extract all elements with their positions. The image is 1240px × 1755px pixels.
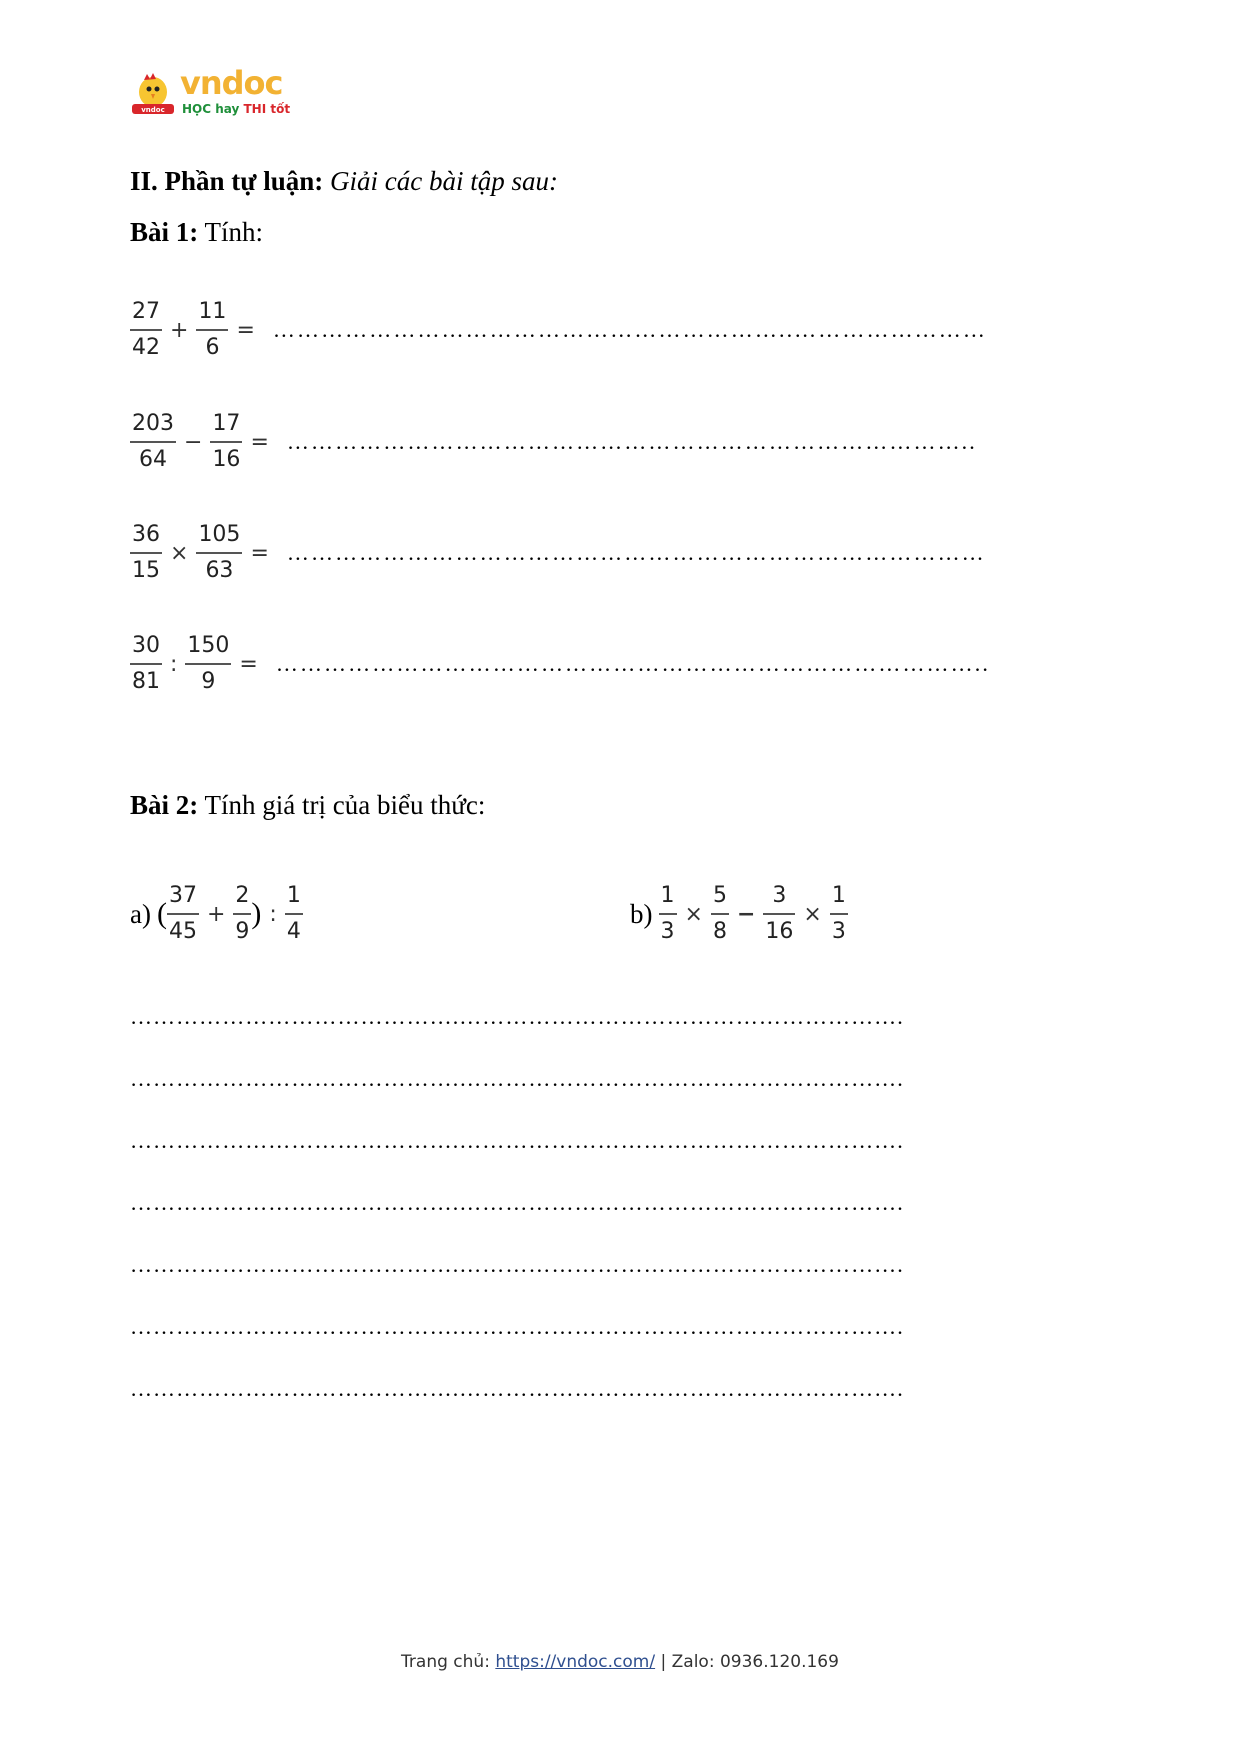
fraction: $\frac{30}{81}$ (132, 633, 160, 694)
fraction: $\frac{3}{16}$ (765, 883, 794, 944)
vndoc-logo (130, 64, 291, 124)
answer-blank[interactable]: ………………………………………………………………………….. (286, 429, 977, 454)
fraction: $\frac{150}{9}$ (187, 633, 230, 694)
exercise-1-problem-2: $\frac{203}{64}$ − $\frac{17}{16}$ = ………………………………………………………………………….. (132, 411, 977, 472)
fraction: $\frac{1}{4}$ (286, 883, 301, 944)
fraction: $\frac{5}{8}$ (712, 883, 727, 944)
answer-line[interactable]: …………………………………….…………………………………………………. (130, 1190, 904, 1215)
fraction: $\frac{36}{15}$ (132, 522, 160, 583)
answer-line[interactable]: …………………………………….…………………………………………………. (130, 1252, 904, 1277)
answer-line[interactable]: …………………………………….…………………………………………………. (130, 1128, 904, 1153)
exercise-2-part-b: b) $\frac{1}{3}$ × $\frac{5}{8}$ − $\frac{3}{16}$ × $\frac{1}{3}$ (630, 883, 846, 944)
answer-line[interactable]: …………………………………….…………………………………………………. (130, 1314, 904, 1339)
fraction: $\frac{203}{64}$ (132, 411, 174, 472)
page-footer: Trang chủ: https://vndoc.com/ | Zalo: 0936.120.169 (401, 1652, 839, 1672)
exercise-1-problem-4: $\frac{30}{81}$ : $\frac{150}{9}$ = …………………………………………………………………………….. (132, 633, 990, 694)
answer-blank[interactable]: …………………………………………………………………………….. (275, 651, 990, 676)
logo-wordmark: vndoc (180, 64, 283, 102)
answer-blank[interactable]: …………………………………………………………………………… (286, 540, 986, 565)
logo-tagline: HỌC hay THI tốt (182, 102, 291, 116)
fraction: $\frac{1}{3}$ (660, 883, 675, 944)
exercise-1-problem-1: $\frac{27}{42}$ + $\frac{11}{6}$ = ………………………………………………………..…………………… (132, 299, 987, 360)
chick-mascot-icon (130, 72, 176, 118)
fraction: $\frac{105}{63}$ (198, 522, 241, 583)
fraction: $\frac{2}{9}$ (235, 883, 250, 944)
svg-text:vndoc: vndoc (141, 106, 165, 114)
exercise-2-title: Bài 2: Tính giá trị của biểu thức: (130, 790, 486, 820)
fraction: $\frac{1}{3}$ (831, 883, 846, 944)
exercise-1-problem-3: $\frac{36}{15}$ × $\frac{105}{63}$ = …………………………………………………………………………… (132, 522, 986, 583)
answer-blank[interactable]: ………………………………………………………..…………………… (272, 317, 987, 342)
fraction: $\frac{11}{6}$ (198, 299, 227, 360)
answer-line[interactable]: …………………………………….…………………………………………………. (130, 1376, 904, 1401)
fraction: $\frac{27}{42}$ (132, 299, 160, 360)
fraction: $\frac{37}{45}$ (168, 883, 197, 944)
section-heading: II. Phần tự luận: Giải các bài tập sau: (130, 166, 558, 196)
answer-line[interactable]: …………………………………….…………………………………………………. (130, 1066, 904, 1091)
fraction: $\frac{17}{16}$ (212, 411, 241, 472)
homepage-link[interactable]: https://vndoc.com/ (495, 1652, 656, 1672)
exercise-2-part-a: a) ( $\frac{37}{45}$ + $\frac{2}{9}$ ) : $\frac{1}{4}$ (130, 883, 301, 944)
exercise-1-title: Bài 1: Tính: (130, 217, 264, 247)
answer-line[interactable]: …………………………………….…………………………………………………. (130, 1004, 904, 1029)
